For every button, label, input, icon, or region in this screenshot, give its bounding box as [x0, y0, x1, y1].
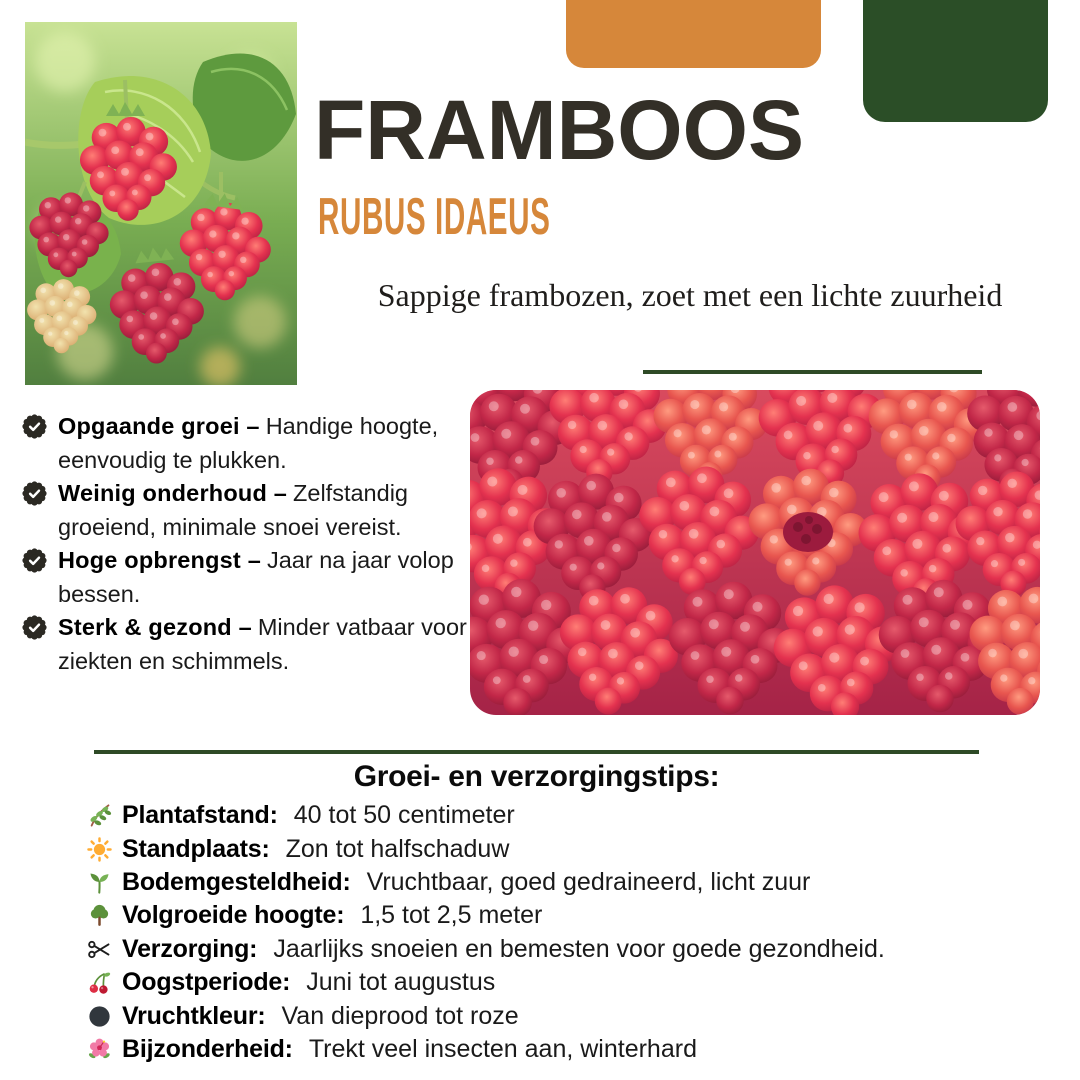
care-value: Van dieprood tot roze — [281, 1001, 519, 1030]
scissors-icon — [86, 936, 113, 963]
cherries-icon — [86, 969, 113, 996]
care-item-plantafstand — [86, 799, 1036, 832]
orange-decor-block — [566, 0, 821, 68]
care-item-bodemgesteldheid — [86, 866, 1036, 899]
care-tips-list — [86, 799, 1036, 1066]
tagline: Sappige frambozen, zoet met een lichte zuurheid — [377, 277, 1003, 313]
raspberry-plant-illustration — [25, 22, 297, 385]
care-value: Jaarlijks snoeien en bemesten voor goede gezondheid. — [273, 934, 885, 963]
care-label: Plantafstand: — [122, 801, 278, 830]
feature-list — [22, 410, 468, 678]
sun-icon — [86, 836, 113, 863]
feature-label: Opgaande groei – — [58, 413, 260, 439]
care-label: Volgroeide hoogte: — [122, 901, 345, 930]
care-label: Bijzonderheid: — [122, 1034, 293, 1063]
feature-text: Jaar na jaar volop bessen. — [58, 547, 454, 607]
feature-label: Weinig onderhoud – — [58, 480, 288, 506]
feature-text: Zelfstandig groeiend, minimale snoei vereist. — [58, 480, 408, 540]
care-item-bijzonderheid — [86, 1033, 1036, 1066]
care-item-volgroeide-hoogte — [86, 899, 1036, 932]
check-badge-icon — [22, 481, 47, 506]
care-value: 40 tot 50 centimeter — [293, 801, 515, 830]
care-section-heading: Groei- en verzorgingstips: — [353, 760, 720, 793]
care-label: Bodemgesteldheid: — [122, 867, 351, 896]
raspberries-closeup-illustration — [470, 390, 1040, 715]
care-value: Zon tot halfschaduw — [285, 834, 510, 863]
seedling-icon — [86, 869, 113, 896]
care-label: Verzorging: — [122, 934, 258, 963]
feature-label: Hoge opbrengst – — [58, 547, 261, 573]
raspberry-plant-photo — [25, 22, 297, 385]
feature-item — [22, 544, 468, 611]
raspberries-closeup-photo — [470, 390, 1040, 715]
latin-name-subtitle: RUBUS IDAEUS — [318, 188, 551, 246]
check-badge-icon — [22, 615, 47, 640]
check-badge-icon — [22, 548, 47, 573]
care-value: 1,5 tot 2,5 meter — [360, 901, 543, 930]
check-badge-icon — [22, 414, 47, 439]
green-decor-block — [863, 0, 1048, 122]
feature-text: Handige hoogte, eenvoudig te plukken. — [58, 413, 439, 473]
feature-item — [22, 477, 468, 544]
herb-icon — [86, 802, 113, 829]
care-item-vruchtkleur — [86, 999, 1036, 1032]
feature-item — [22, 410, 468, 477]
feature-item — [22, 611, 468, 678]
care-item-oogstperiode — [86, 966, 1036, 999]
hibiscus-icon — [86, 1036, 113, 1063]
page-title: FRAMBOOS — [314, 83, 804, 177]
care-value: Vruchtbaar, goed gedraineerd, licht zuur — [366, 867, 811, 896]
tree-icon — [86, 902, 113, 929]
care-value: Juni tot augustus — [306, 968, 496, 997]
care-value: Trekt veel insecten aan, winterhard — [308, 1034, 697, 1063]
feature-label: Sterk & gezond – — [58, 614, 252, 640]
care-section-divider — [94, 750, 979, 754]
tagline-divider — [643, 370, 982, 374]
care-item-standplaats — [86, 832, 1036, 865]
care-label: Vruchtkleur: — [122, 1001, 266, 1030]
care-label: Standplaats: — [122, 834, 270, 863]
feature-text: Minder vatbaar voor ziekten en schimmels. — [58, 614, 467, 674]
care-label: Oogstperiode: — [122, 968, 291, 997]
black-circle-icon — [86, 1003, 113, 1030]
care-item-verzorging — [86, 933, 1036, 966]
